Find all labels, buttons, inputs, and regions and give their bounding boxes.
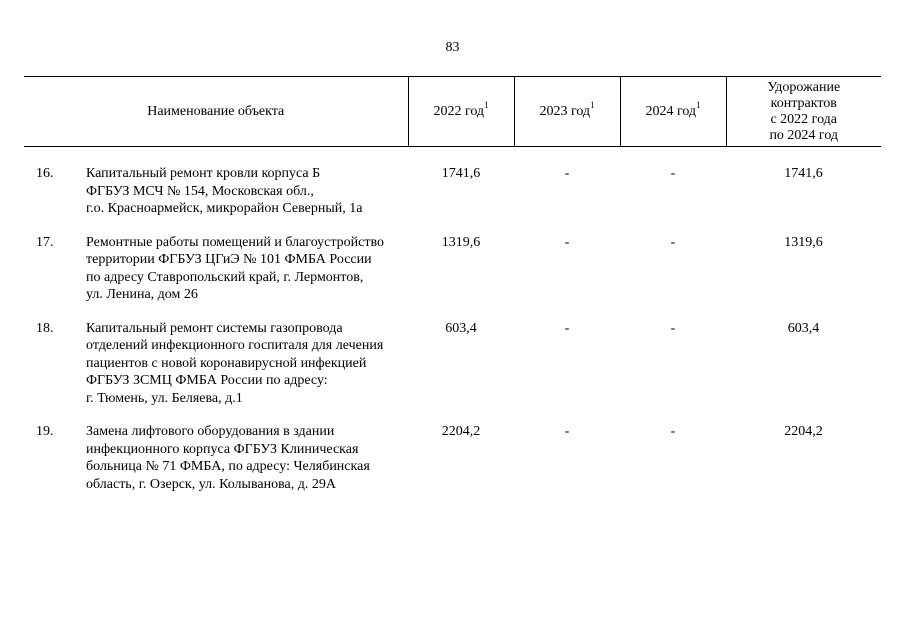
object-cell	[24, 234, 408, 320]
value-increase: 1741,6	[784, 166, 823, 181]
object-name-line: г.о. Красноармейск, микрорайон Северный, 1а	[86, 201, 363, 216]
header-object-name	[24, 77, 408, 147]
object-cell	[24, 165, 408, 234]
header-increase	[726, 77, 881, 147]
object-name-line: отделений инфекционного госпиталя для лечения	[86, 338, 384, 353]
value-2023: -	[564, 320, 570, 336]
value-increase: 603,4	[787, 320, 820, 336]
contracts-table	[24, 76, 881, 509]
header-object-name-label: Наименование объекта	[147, 103, 285, 119]
object-name-line: Капитальный ремонт кровли корпуса Б	[86, 166, 321, 181]
footnote-mark: 1	[696, 99, 701, 110]
row-number: 18.	[36, 320, 54, 336]
object-name	[86, 423, 370, 493]
row-number: 17.	[36, 234, 54, 250]
object-name-line: пациентов с новой коронавирусной инфекцией	[86, 355, 367, 371]
value-2024: -	[670, 424, 676, 439]
object-name	[86, 165, 362, 218]
header-increase-line: контрактов	[770, 95, 837, 111]
value-2023: -	[564, 424, 570, 439]
object-name-line: Замена лифтового оборудования в здании	[86, 424, 335, 439]
footnote-mark: 1	[484, 99, 489, 110]
object-cell	[24, 423, 408, 509]
object-name-line: Ремонтные работы помещений и благоустройство	[86, 234, 385, 250]
object-name-line: больница № 71 ФМБА, по адресу: Челябинская	[86, 459, 370, 474]
value-2022: 1319,6	[441, 234, 481, 250]
value-2024: -	[670, 166, 676, 181]
table-row	[24, 165, 881, 234]
table-header-row	[24, 77, 881, 147]
row-number: 19.	[36, 424, 54, 439]
spacer-row	[24, 147, 881, 166]
table-body	[24, 147, 881, 510]
value-2024: -	[670, 320, 676, 336]
table-row	[24, 234, 881, 320]
table-row	[24, 423, 881, 509]
value-2022: 1741,6	[441, 166, 481, 181]
header-increase-line: с 2022 года	[770, 111, 838, 127]
value-increase: 2204,2	[784, 424, 823, 439]
object-cell	[24, 320, 408, 424]
object-name-line: инфекционного корпуса ФГБУЗ Клиническая	[86, 441, 359, 457]
object-name-line: Капитальный ремонт системы газопровода	[86, 320, 343, 336]
object-name-line: г. Тюмень, ул. Беляева, д.1	[86, 390, 243, 406]
page-number: 83	[445, 40, 460, 55]
row-number: 16.	[36, 166, 54, 181]
value-increase: 1319,6	[784, 234, 823, 250]
object-name	[86, 320, 383, 408]
value-2022: 2204,2	[441, 424, 481, 439]
object-name	[86, 234, 384, 304]
value-2024: -	[670, 234, 676, 250]
object-name-line: ФГБУЗ ЗСМЦ ФМБА России по адресу:	[86, 373, 328, 388]
header-2024	[620, 77, 726, 147]
value-2023: -	[564, 166, 570, 181]
object-name-line: территории ФГБУЗ ЦГиЭ № 101 ФМБА России	[86, 252, 372, 267]
object-name-line: ФГБУЗ МСЧ № 154, Московская обл.,	[86, 183, 314, 199]
object-name-line: область, г. Озерск, ул. Колыванова, д. 29А	[86, 476, 336, 492]
value-2023: -	[564, 234, 570, 250]
value-2022: 603,4	[445, 320, 477, 336]
table-row	[24, 320, 881, 424]
header-increase-line: Удорожание	[767, 79, 841, 95]
header-increase-line: по 2024 год	[769, 127, 839, 143]
object-name-line: по адресу Ставропольский край, г. Лермонтов,	[86, 269, 364, 285]
header-2023-label: 2023 год	[539, 103, 591, 119]
header-2023	[514, 77, 620, 147]
object-name-line: ул. Ленина, дом 26	[86, 287, 198, 302]
header-2022-label: 2022 год	[433, 103, 485, 119]
footnote-mark: 1	[590, 99, 595, 110]
header-2024-label: 2024 год	[645, 103, 697, 119]
header-2022	[408, 77, 514, 147]
